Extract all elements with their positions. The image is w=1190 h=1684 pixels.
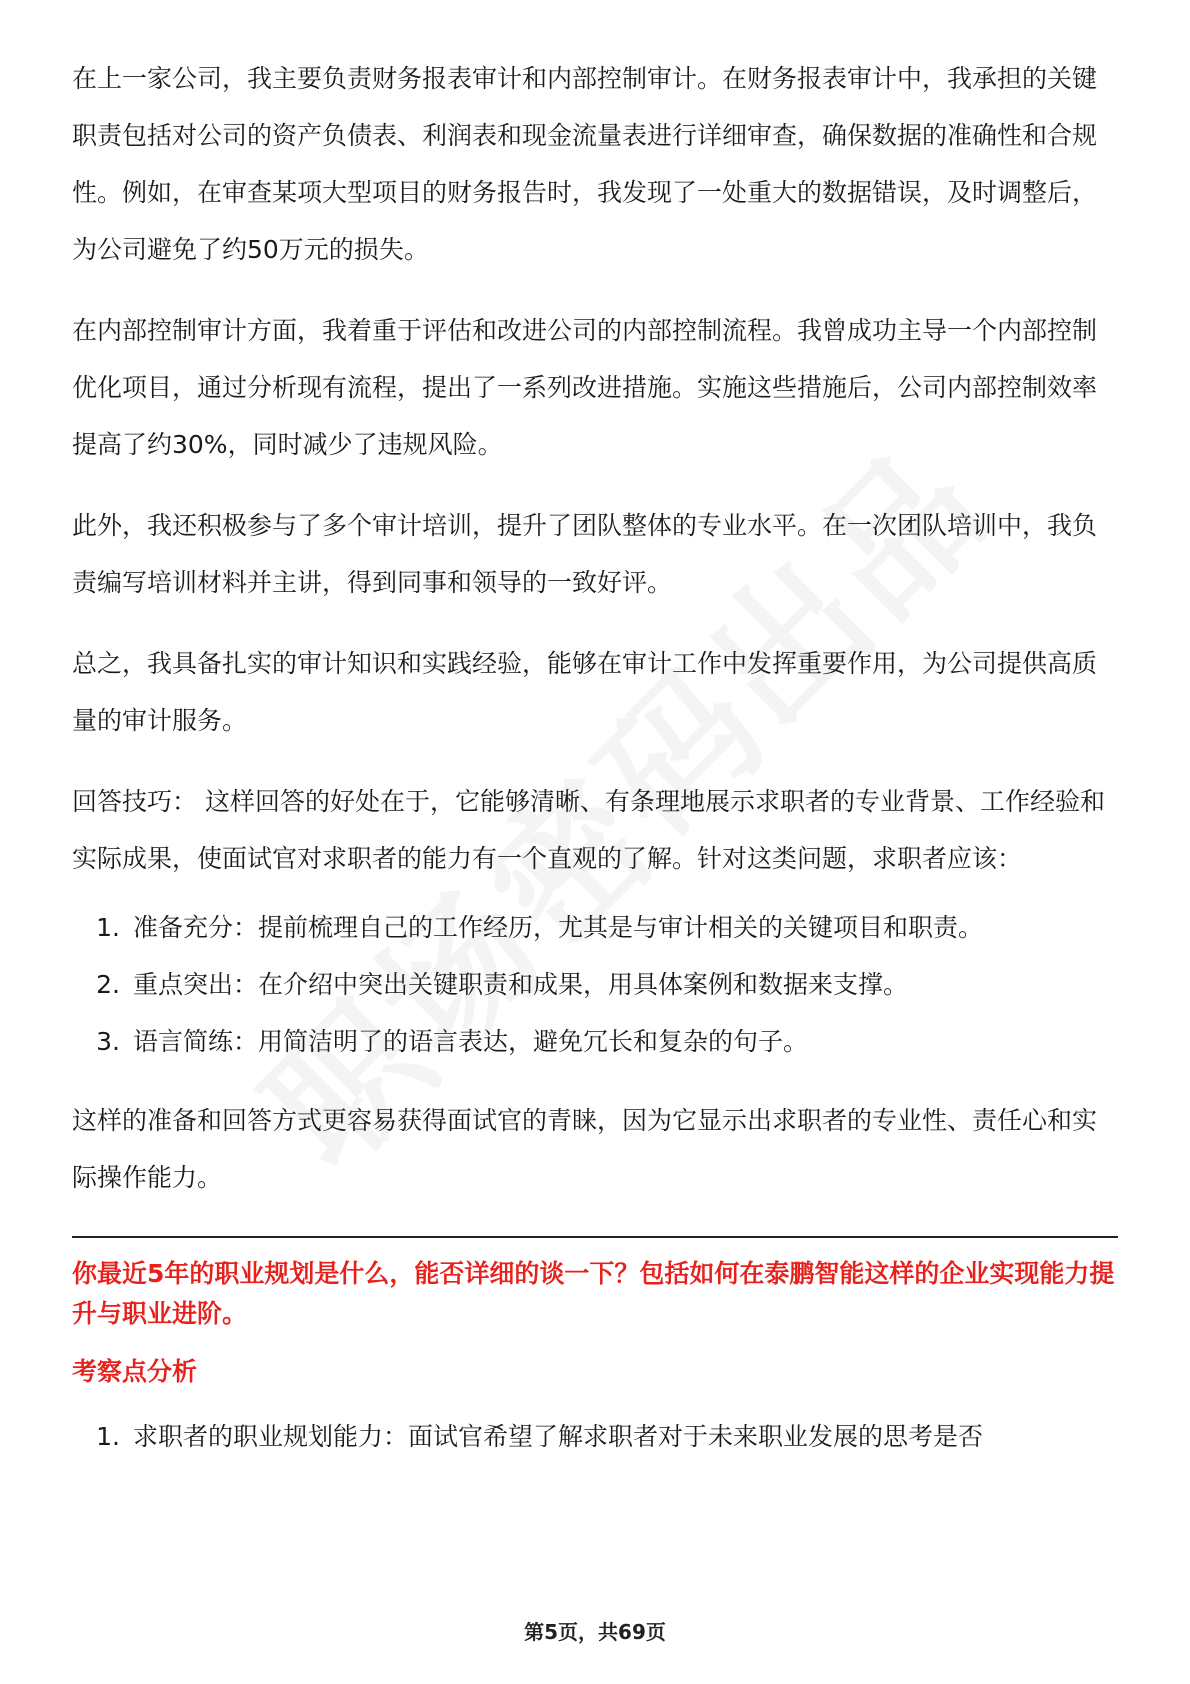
analysis-heading: 考察点分析 bbox=[72, 1357, 198, 1386]
list-item-text: 重点突出：在介绍中突出关键职责和成果，用具体案例和数据来支撑。 bbox=[133, 970, 909, 999]
section-divider bbox=[72, 1236, 1118, 1238]
list-item-number: 2. bbox=[96, 970, 120, 999]
interview-question: 你最近5年的职业规划是什么，能否详细的谈一下？包括如何在泰鹏智能这样的企业实现能力提升与职业进阶。 bbox=[72, 1259, 1115, 1328]
list-item-text: 语言简练：用简洁明了的语言表达，避免冗长和复杂的句子。 bbox=[133, 1027, 809, 1056]
page-number: 第5页，共69页 bbox=[524, 1620, 666, 1644]
answer-paragraph-1: 在上一家公司，我主要负责财务报表审计和内部控制审计。在财务报表审计中，我承担的关键职责包括对公司的资产负债表、利润表和现金流量表进行详细审查，确保数据的准确性和合规性。例如，在审查某项大型项目的财务报告时，我发现了一处重大的数据错误，及时调整后，为公司避免了约50万元的损失。 bbox=[72, 64, 1098, 264]
answer-tips-intro: 回答技巧： 这样回答的好处在于，它能够清晰、有条理地展示求职者的专业背景、工作经验和实际成果，使面试官对求职者的能力有一个直观的了解。针对这类问题，求职者应该： bbox=[72, 787, 1105, 873]
answer-paragraph-3: 此外，我还积极参与了多个审计培训，提升了团队整体的专业水平。在一次团队培训中，我负责编写培训材料并主讲，得到同事和领导的一致好评。 bbox=[72, 511, 1098, 597]
tips-list bbox=[72, 899, 1118, 1070]
list-item-number: 1. bbox=[96, 1422, 120, 1451]
list-item bbox=[72, 899, 1118, 956]
list-item-number: 3. bbox=[96, 1027, 120, 1056]
list-item-number: 1. bbox=[96, 913, 120, 942]
answer-paragraph-2: 在内部控制审计方面，我着重于评估和改进公司的内部控制流程。我曾成功主导一个内部控制优化项目，通过分析现有流程，提出了一系列改进措施。实施这些措施后，公司内部控制效率提高了约30%，同时减少了违规风险。 bbox=[72, 316, 1098, 459]
analysis-list bbox=[72, 1408, 1118, 1465]
list-item-text: 准备充分：提前梳理自己的工作经历，尤其是与审计相关的关键项目和职责。 bbox=[133, 913, 984, 942]
list-item-text: 求职者的职业规划能力：面试官希望了解求职者对于未来职业发展的思考是否 bbox=[133, 1422, 984, 1451]
list-item bbox=[72, 956, 1118, 1013]
list-item bbox=[72, 1408, 1118, 1465]
document-body bbox=[72, 50, 1118, 1487]
answer-paragraph-4: 总之，我具备扎实的审计知识和实践经验，能够在审计工作中发挥重要作用，为公司提供高质量的审计服务。 bbox=[72, 649, 1098, 735]
closing-paragraph: 这样的准备和回答方式更容易获得面试官的青睐，因为它显示出求职者的专业性、责任心和实际操作能力。 bbox=[72, 1106, 1098, 1192]
list-item bbox=[72, 1013, 1118, 1070]
